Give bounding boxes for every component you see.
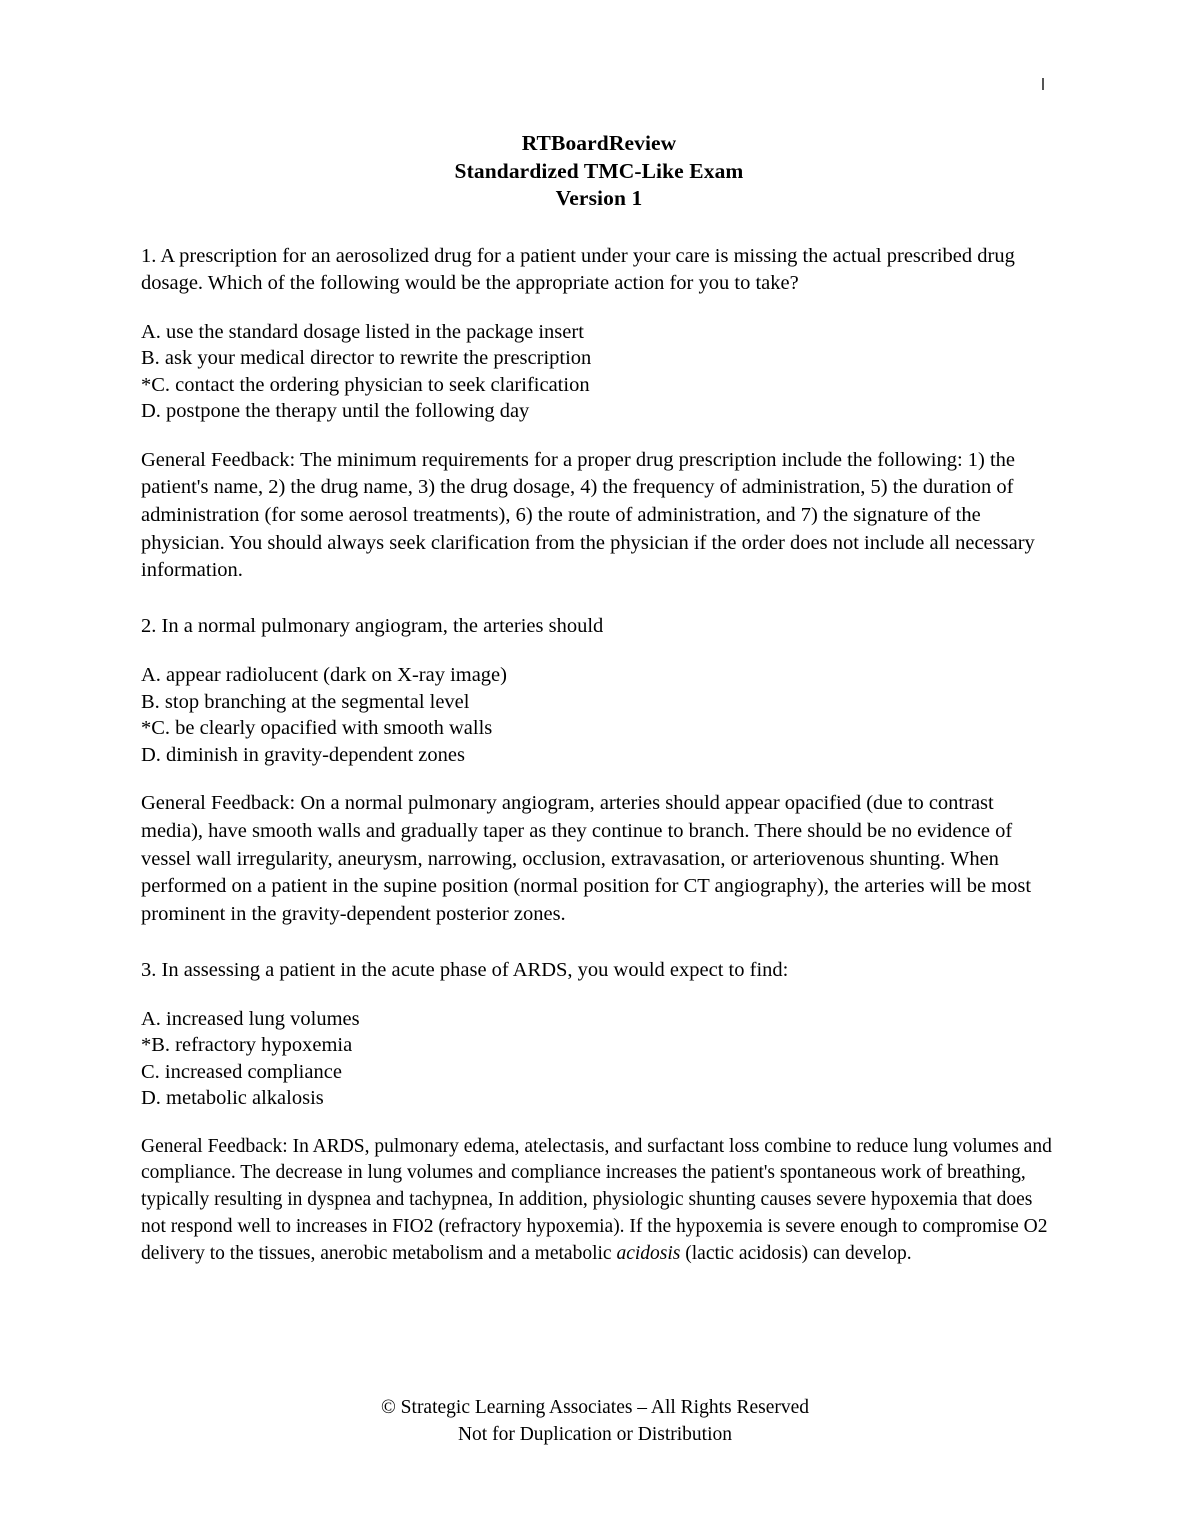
answer-choice: D. metabolic alkalosis: [141, 1087, 324, 1110]
answer-choice: C. increased compliance: [141, 1060, 342, 1083]
question-stem: 1. A prescription for an aerosolized drug for a patient under your care is missing the actual prescribed drug dosage. Which of the following would be the appropriate action for you to take?: [141, 244, 1015, 294]
answer-choice: A. increased lung volumes: [141, 1007, 360, 1030]
page-footer: [0, 1395, 1190, 1449]
answer-choices: [141, 1006, 1057, 1112]
footer-notice: Not for Duplication or Distribution: [457, 1423, 733, 1445]
answer-choice: *C. contact the ordering physician to seek clarification: [141, 373, 590, 396]
answer-choice: B. ask your medical director to rewrite the prescription: [141, 347, 592, 370]
question-block-2: [141, 613, 1057, 928]
document-title: [141, 130, 1057, 213]
answer-choice: D. postpone the therapy until the following day: [141, 400, 530, 423]
title-line-3: Version 1: [555, 186, 643, 211]
question-block-1: [141, 243, 1057, 586]
answer-choice: D. diminish in gravity-dependent zones: [141, 743, 465, 766]
feedback-text-before: General Feedback: In ARDS, pulmonary edema, atelectasis, and surfactant loss combine to reduce lung volumes and compliance. The decrease in lung volumes and compliance increases the patient's spontaneous work of breathing, typically resulting in dyspnea and tachypnea, In addition, physiologic shunting causes severe hypoxemia that does not respond well to increases in FIO2 (refractory hypoxemia). If the hypoxemia is severe enough to compromise O2 delivery to the tissues, anerobic metabolism and a metabolic: [141, 1135, 1052, 1265]
general-feedback: General Feedback: On a normal pulmonary angiogram, arteries should appear opacified (due to contrast media), have smooth walls and gradually taper as they continue to branch. There should be no evidence of vessel wall irregularity, aneurysm, narrowing, occlusion, extravasation, or arteriovenous shunting. When performed on a patient in the supine position (normal position for CT angiography), the arteries will be most prominent in the gravity-dependent posterior zones.: [141, 792, 1032, 925]
question-stem: 2. In a normal pulmonary angiogram, the arteries should: [141, 615, 604, 638]
feedback-text-after: (lactic acidosis) can develop.: [680, 1243, 912, 1265]
document-body: [141, 130, 1057, 1296]
general-feedback: [141, 1134, 1057, 1269]
page-corner-mark: [1042, 78, 1044, 90]
questions-list: [141, 243, 1057, 1269]
answer-choice: *C. be clearly opacified with smooth walls: [141, 717, 493, 740]
answer-choice: A. use the standard dosage listed in the package insert: [141, 321, 584, 344]
feedback-emphasis: acidosis: [616, 1243, 681, 1265]
answer-choice: B. stop branching at the segmental level: [141, 690, 470, 713]
answer-choices: [141, 319, 1057, 425]
title-line-2: Standardized TMC-Like Exam: [454, 158, 744, 183]
answer-choice: *B. refractory hypoxemia: [141, 1034, 353, 1057]
answer-choice: A. appear radiolucent (dark on X-ray image): [141, 664, 507, 687]
question-block-3: [141, 957, 1057, 1269]
answer-choices: [141, 662, 1057, 768]
question-stem: 3. In assessing a patient in the acute phase of ARDS, you would expect to find:: [141, 958, 789, 981]
general-feedback: General Feedback: The minimum requirements for a proper drug prescription include the following: 1) the patient's name, 2) the drug name, 3) the drug dosage, 4) the frequency of administration, 5) the duration of administration (for some aerosol treatments), 6) the route of administration, and 7) the signature of the physician. You should always seek clarification from the physician if the order does not include all necessary information.: [141, 448, 1035, 582]
title-line-1: RTBoardReview: [521, 131, 677, 155]
footer-copyright: © Strategic Learning Associates – All Rights Reserved: [380, 1397, 810, 1418]
